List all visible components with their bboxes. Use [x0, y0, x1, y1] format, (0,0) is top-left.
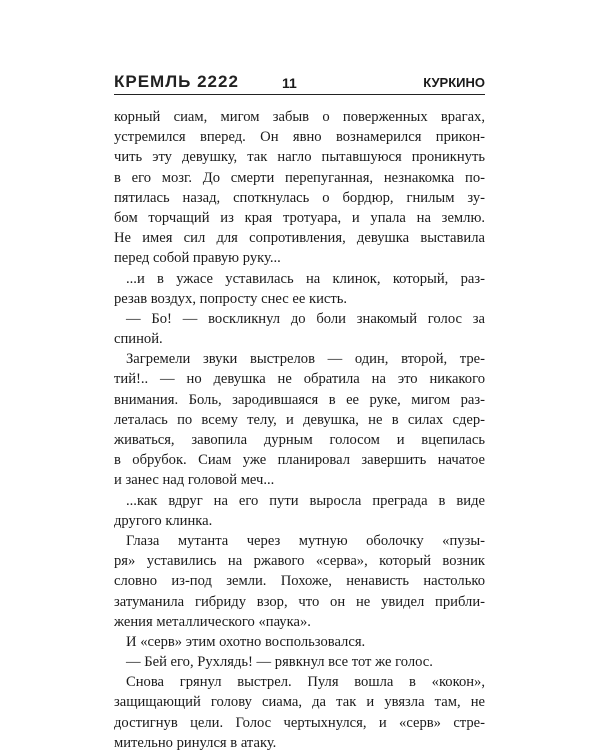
text-line: Снова грянул выстрел. Пуля вошла в «кокон»,: [126, 674, 485, 691]
text-line: — Бо! — воскликнул до боли знакомый голос за: [126, 310, 485, 327]
text-line: — Бей его, Рухлядь! — рявкнул все тот же голос.: [126, 654, 433, 671]
text-line: Загремели звуки выстрелов — один, второй, тре-: [126, 351, 485, 368]
text-line: жения металлического «паука».: [114, 613, 311, 630]
running-head: [114, 72, 485, 94]
text-line: защищающий голову сиама, да так и увязла там, не: [114, 694, 485, 711]
chapter-title: КУРКИНО: [423, 75, 485, 90]
text-line: перед собой правую руку...: [114, 250, 281, 267]
text-line: достигнув цели. Голос чертыхнулся, и «серв» стре-: [114, 714, 485, 731]
text-line: затуманила гибриду взор, что он не увидел прибли-: [114, 593, 485, 610]
text-line: корный сиам, мигом забыв о поверженных врагах,: [114, 109, 485, 125]
text-line: внимания. Боль, зародившаяся в ее руке, мигом раз-: [114, 391, 485, 408]
text-line: леталась по всему телу, и девушка, не в силах сдер-: [114, 411, 485, 428]
text-line: в обрубок. Сиам уже планировал завершить начатое: [114, 452, 485, 469]
header-rule: [114, 94, 485, 95]
text-line: словно из-под земли. Похоже, ненависть настолько: [114, 573, 485, 590]
text-line: в его мозг. До смерти перепуганная, незнакомка по-: [114, 169, 485, 186]
text-line: и занес над головой меч...: [114, 472, 275, 489]
page-number: 11: [282, 75, 297, 91]
text-line: И «серв» этим охотно воспользовался.: [126, 633, 366, 650]
text-line: живаться, завопила дурным голосом и вцепилась: [114, 432, 485, 448]
body-text: [114, 107, 485, 753]
text-line: бом торчащий из края тротуара, и упала на землю.: [114, 209, 485, 226]
text-line: ря» уставились на ржавого «серва», который возник: [114, 553, 485, 570]
text-line: Глаза мутанта через мутную оболочку «пузы-: [126, 532, 485, 549]
text-line: Не имея сил для сопротивления, девушка выставила: [114, 230, 485, 247]
text-line: другого клинка.: [114, 512, 213, 529]
text-line: спиной.: [114, 331, 163, 348]
text-line: ...как вдруг на его пути выросла преграда в виде: [126, 492, 485, 509]
text-line: чить эту девушку, так нагло пытавшуюся проникнуть: [114, 149, 485, 166]
text-line: устремился вперед. Он явно вознамерился прикон-: [114, 129, 485, 146]
text-line: резав воздух, попросту снес ее кисть.: [114, 290, 348, 307]
text-line: мительно ринулся в атаку.: [114, 734, 277, 751]
series-title: КРЕМЛЬ 2222: [114, 72, 239, 91]
text-line: ...и в ужасе уставилась на клинок, который, раз-: [126, 270, 485, 287]
text-line: пятилась назад, споткнулась о бордюр, гнилым зу-: [114, 189, 485, 206]
text-line: тий!.. — но девушка не обратила на это никакого: [114, 371, 485, 388]
